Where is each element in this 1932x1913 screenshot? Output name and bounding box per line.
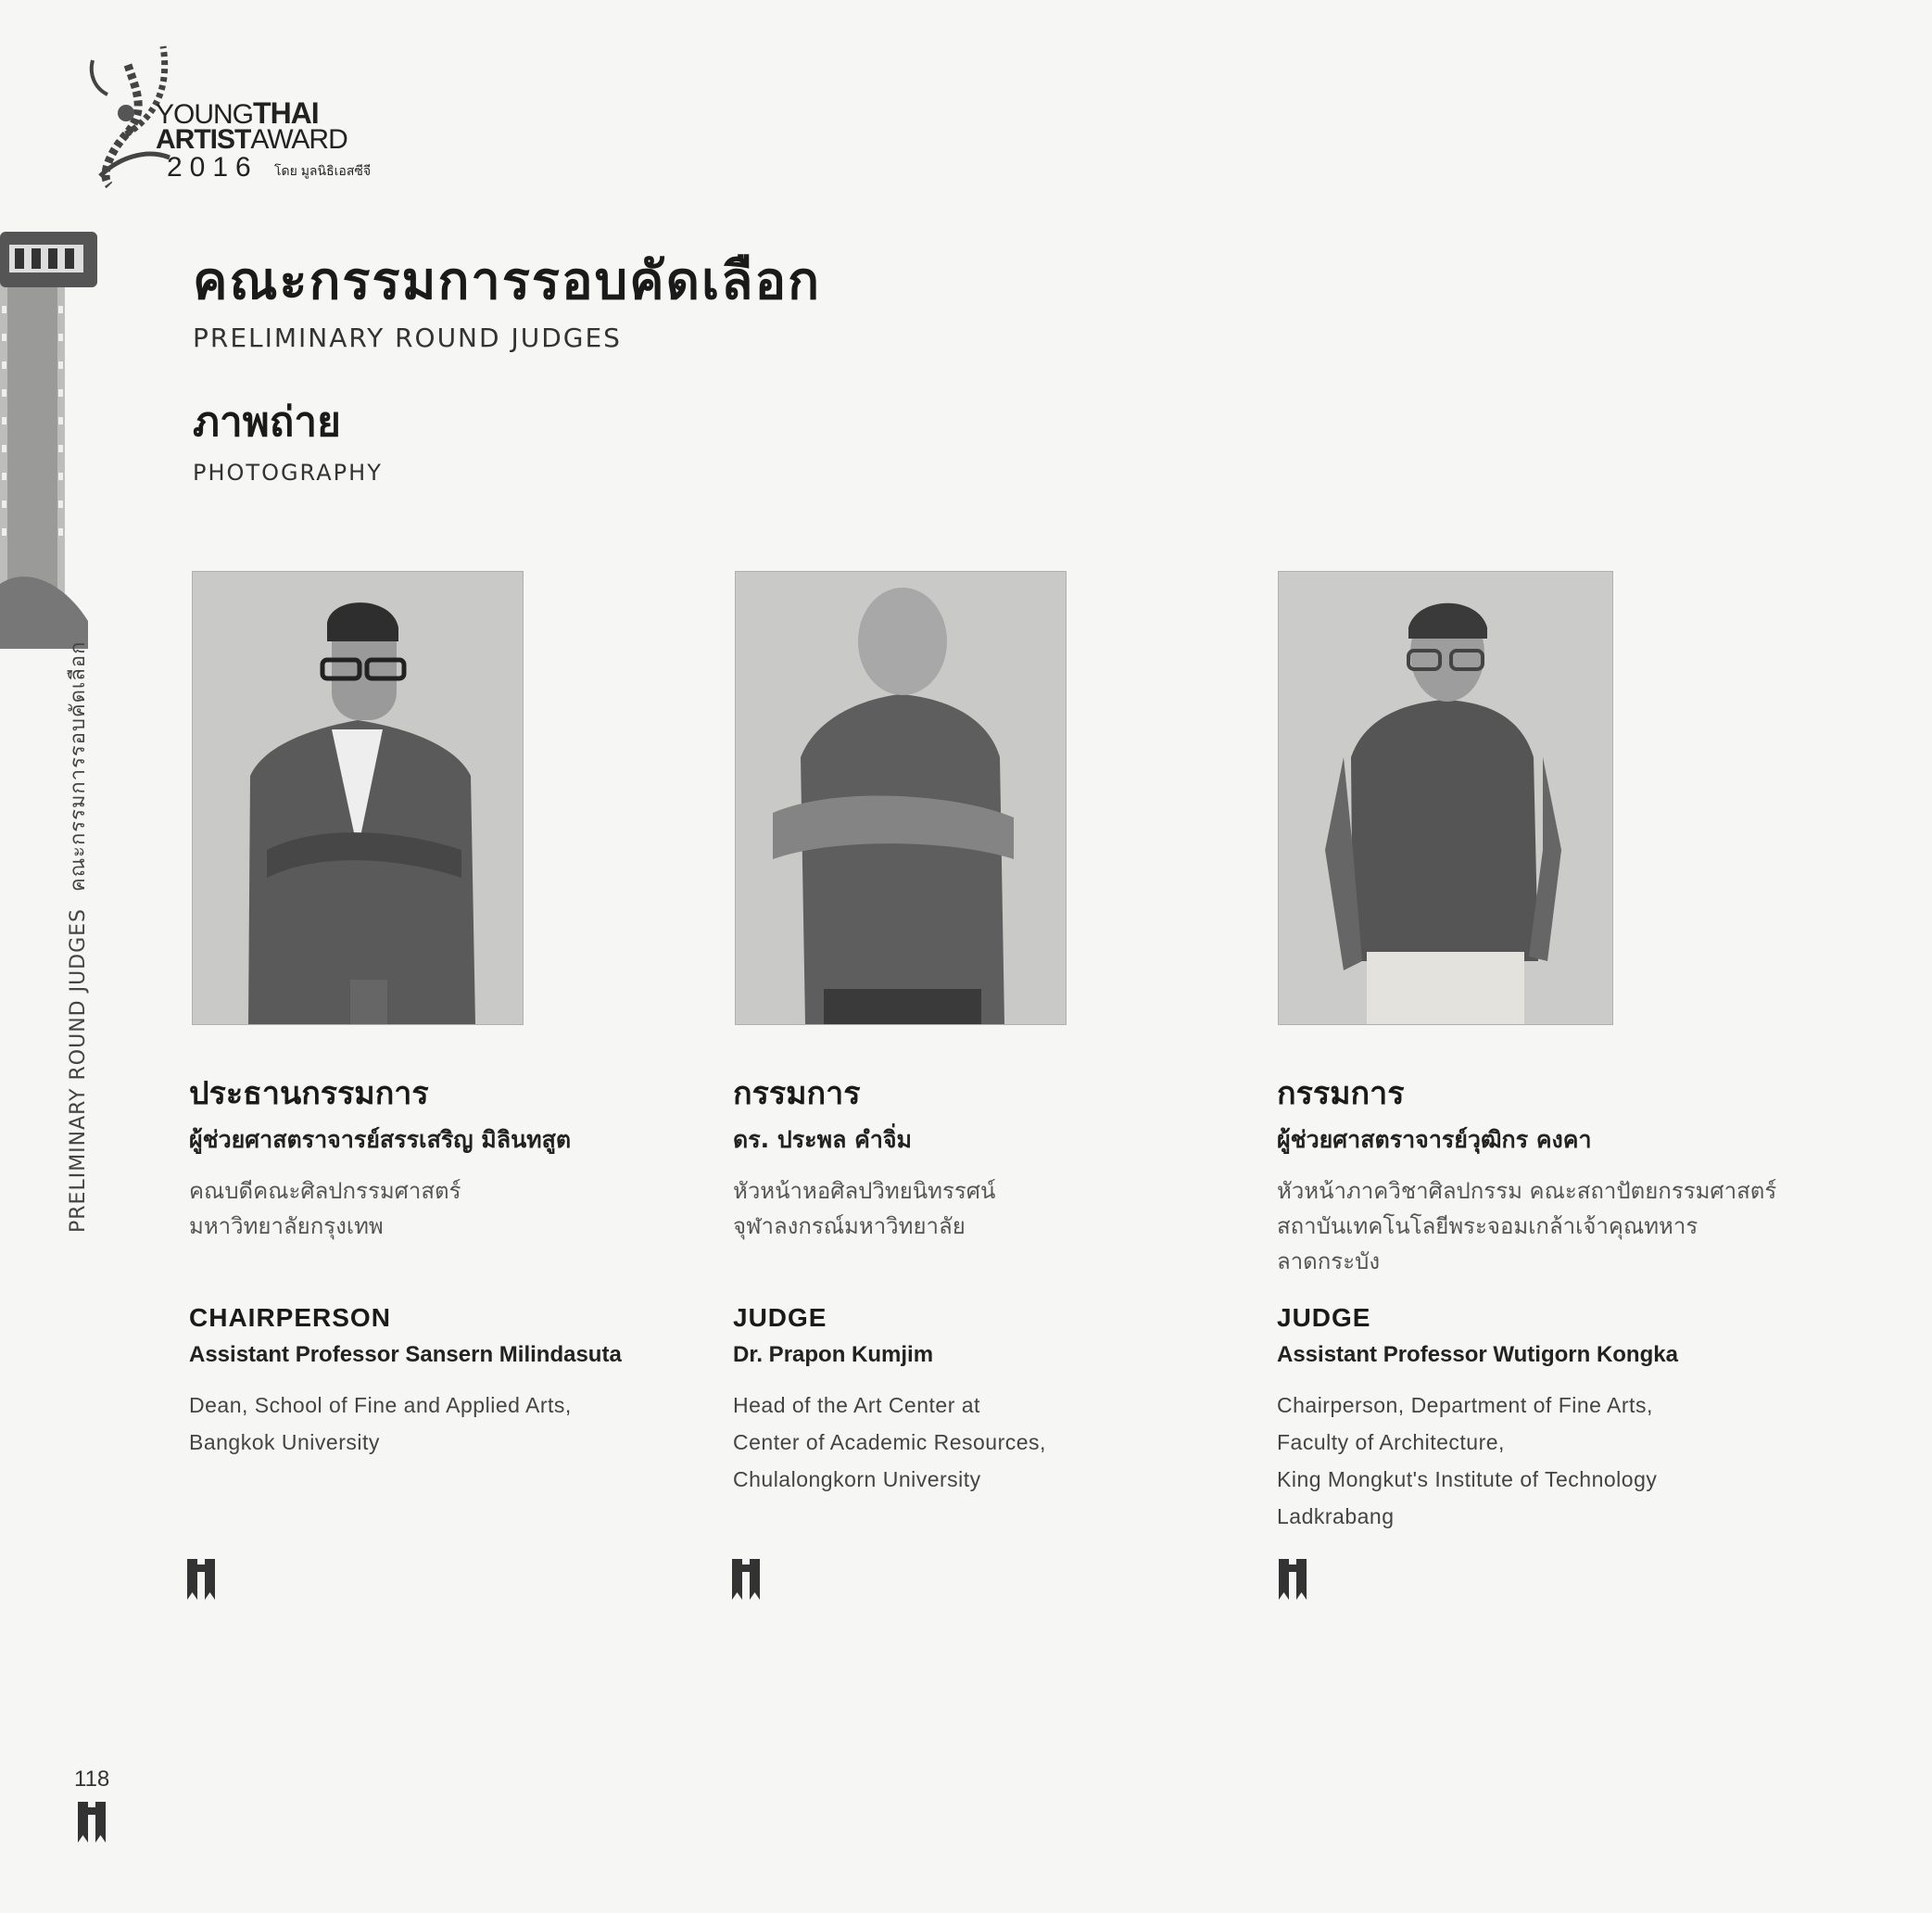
- judge-3-affiliation-en-line: Chairperson, Department of Fine Arts,: [1277, 1393, 1653, 1417]
- judge-photo-1: [192, 571, 524, 1025]
- judge-1-name-th: ผู้ช่วยศาสตราจารย์สรรเสริญ มิลินทสูต: [189, 1126, 572, 1153]
- logo-award: AWARD: [250, 124, 347, 155]
- logo-thai: THAI: [253, 96, 319, 130]
- side-label-th: คณะกรรมการรอบคัดเลือก: [67, 640, 90, 892]
- judge-2-name-th: ดร. ประพล คำจิ่ม: [733, 1126, 912, 1153]
- judge-3-affiliation-th-line: สถาบันเทคโนโลยีพระจอมเกล้าเจ้าคุณทหาร: [1277, 1213, 1698, 1239]
- judge-3-affiliation-th-line: หัวหน้าภาควิชาศิลปกรรม คณะสถาปัตยกรรมศาสตร์: [1277, 1178, 1777, 1204]
- film-strip-decoration: [0, 232, 97, 649]
- judge-3-affiliation-th: [1277, 1173, 1833, 1279]
- judge-2-role-th: กรรมการ: [733, 1075, 861, 1112]
- logo-by-scg: โดย มูลนิธิเอสซีจี: [274, 163, 372, 178]
- bookmark-icon: [1279, 1559, 1307, 1600]
- judge-2-affiliation-th-line: หัวหน้าหอศิลปวิทยนิทรรศน์: [733, 1178, 996, 1204]
- judge-1-name-en: Assistant Professor Sansern Milindasuta: [189, 1342, 622, 1367]
- logo-artist: ARTIST: [156, 124, 251, 155]
- judge-english-block-1: [189, 1303, 708, 1461]
- judge-1-role-en: CHAIRPERSON: [189, 1303, 391, 1332]
- judge-1-affiliation-th: [189, 1173, 708, 1244]
- judge-3-role-th: กรรมการ: [1277, 1075, 1405, 1112]
- judge-2-affiliation-en-line: Center of Academic Resources,: [733, 1430, 1046, 1454]
- judge-3-affiliation-th-line: ลาดกระบัง: [1277, 1248, 1381, 1274]
- page-title-en: PRELIMINARY ROUND JUDGES: [193, 323, 622, 353]
- judge-2-name-en: Dr. Prapon Kumjim: [733, 1342, 934, 1367]
- judge-2-affiliation-en: [733, 1387, 1252, 1498]
- judge-3-role-en: JUDGE: [1277, 1303, 1371, 1332]
- judge-2-affiliation-en-line: Head of the Art Center at: [733, 1393, 980, 1417]
- side-label-en: PRELIMINARY ROUND JUDGES: [67, 907, 90, 1233]
- judge-1-affiliation-en: [189, 1387, 708, 1461]
- judge-english-block-3: [1277, 1303, 1796, 1535]
- judge-english-block-2: [733, 1303, 1252, 1498]
- judge-1-role-th: ประธานกรรมการ: [189, 1075, 429, 1112]
- bookmark-icon: [78, 1802, 106, 1843]
- judge-3-affiliation-en: [1277, 1387, 1796, 1535]
- logo-young: YOUNG: [156, 99, 254, 130]
- category-title-th: ภาพถ่าย: [193, 399, 341, 446]
- judge-2-role-en: JUDGE: [733, 1303, 827, 1332]
- page-title-th: คณะกรรมการรอบคัดเลือก: [193, 251, 821, 311]
- judge-3-affiliation-en-line: King Mongkut's Institute of Technology: [1277, 1467, 1658, 1491]
- judge-photo-2: [735, 571, 1067, 1025]
- judge-photo-3: [1278, 571, 1613, 1025]
- bookmark-icon: [732, 1559, 760, 1600]
- judge-2-affiliation-en-line: Chulalongkorn University: [733, 1467, 981, 1491]
- judge-1-affiliation-th-line: คณบดีคณะศิลปกรรมศาสตร์: [189, 1178, 461, 1204]
- judge-1-affiliation-th-line: มหาวิทยาลัยกรุงเทพ: [189, 1213, 384, 1239]
- judge-1-affiliation-en-line: Dean, School of Fine and Applied Arts,: [189, 1393, 572, 1417]
- judge-3-affiliation-en-line: Faculty of Architecture,: [1277, 1430, 1505, 1454]
- bookmark-icon: [187, 1559, 215, 1600]
- judge-3-name-en: Assistant Professor Wutigorn Kongka: [1277, 1342, 1678, 1367]
- page-number: 118: [74, 1767, 110, 1792]
- logo-year: 2016: [167, 152, 259, 183]
- category-title-en: PHOTOGRAPHY: [193, 460, 383, 486]
- judge-2-affiliation-th: [733, 1173, 1252, 1244]
- judge-thai-block-2: [733, 1068, 1252, 1244]
- judge-thai-block-3: [1277, 1068, 1833, 1279]
- judge-1-affiliation-en-line: Bangkok University: [189, 1430, 380, 1454]
- judge-2-affiliation-th-line: จุฬาลงกรณ์มหาวิทยาลัย: [733, 1213, 966, 1239]
- young-thai-artist-award-logo: [82, 37, 372, 195]
- judge-thai-block-1: [189, 1068, 708, 1244]
- side-section-label: [61, 641, 94, 1233]
- judge-3-name-th: ผู้ช่วยศาสตราจารย์วุฒิกร คงคา: [1277, 1126, 1592, 1153]
- judge-3-affiliation-en-line: Ladkrabang: [1277, 1504, 1395, 1528]
